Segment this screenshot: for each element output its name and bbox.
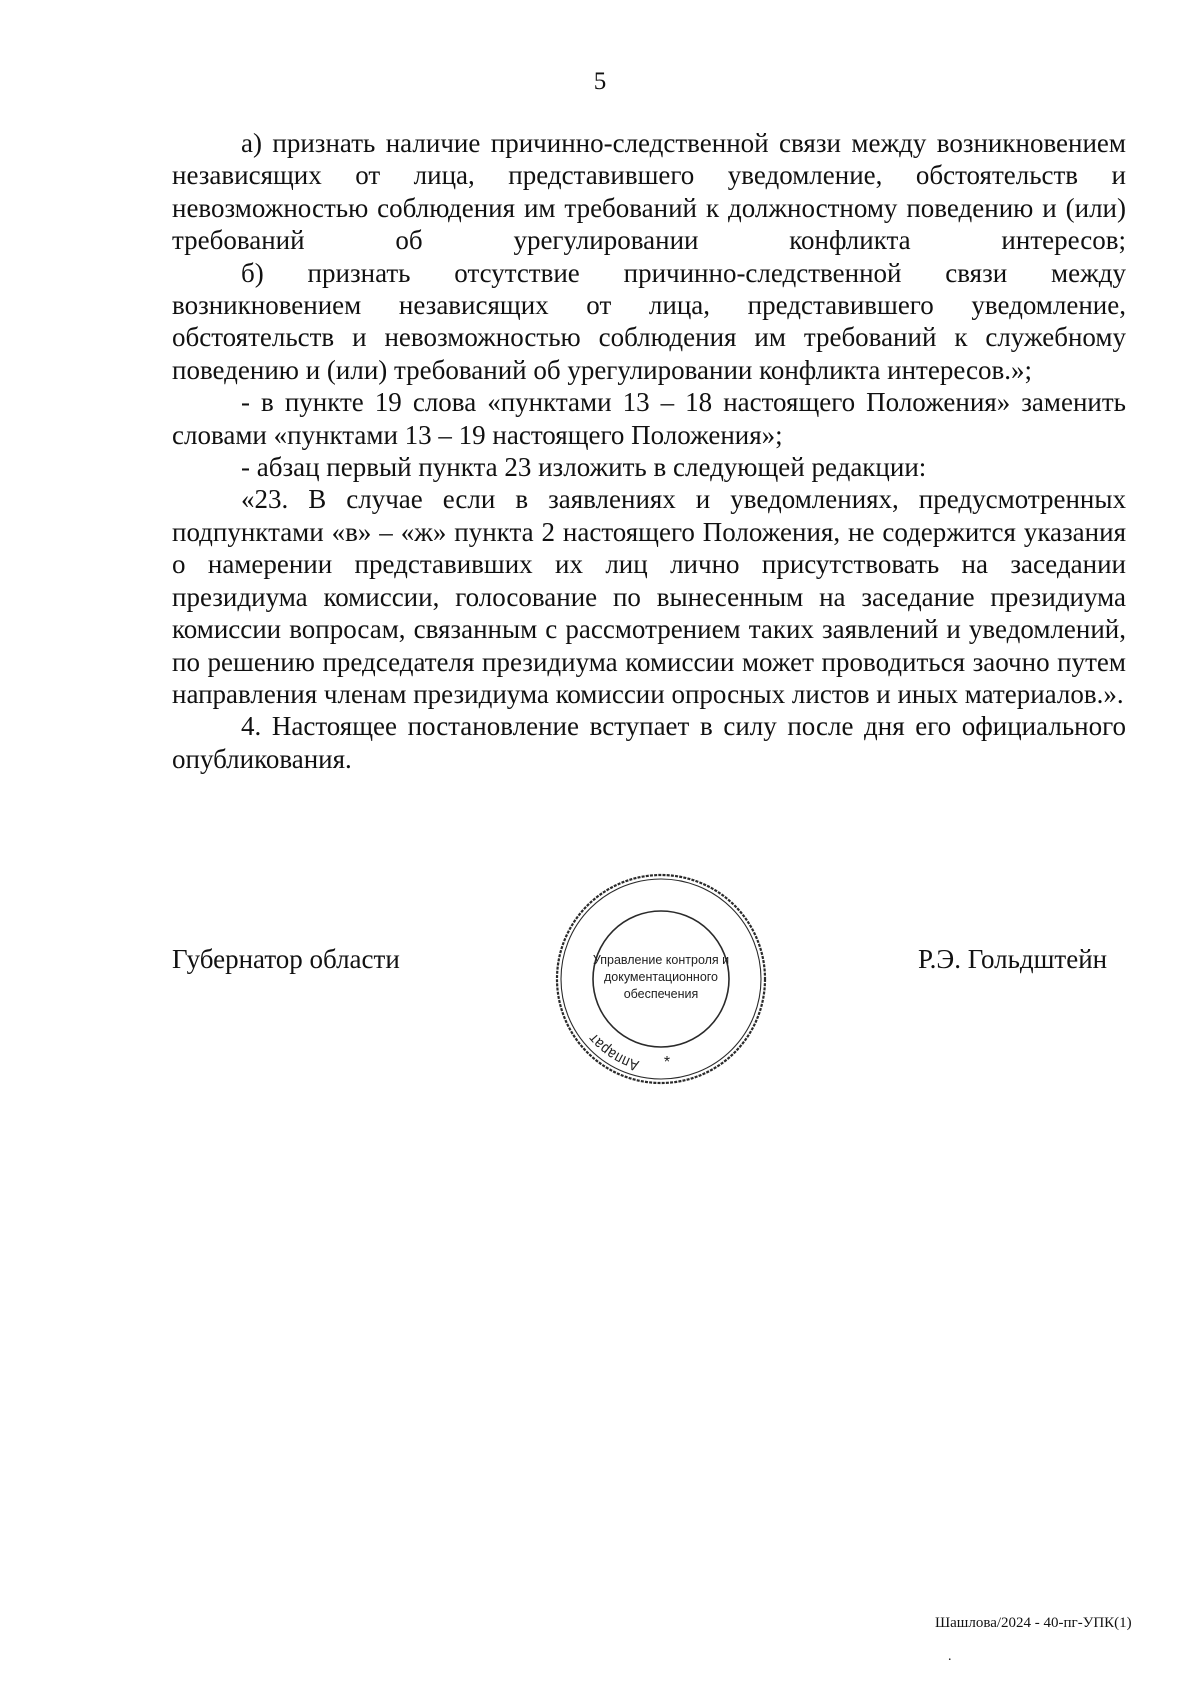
official-stamp [550,868,772,1090]
paragraph-point-19-amendment: - в пункте 19 слова «пунктами 13 – 18 настоящего Положения» заменить словами «пунктами 13 – 19 настоящего Положения»; [172,387,1126,450]
stamp-center-line-2: документационного [603,970,719,984]
document-registration-code: Шашлова/2024 - 40-пг-УПК(1) [935,1615,1132,1631]
paragraph-point-23-intro: - абзац первый пункта 23 изложить в следующей редакции: [241,452,927,483]
paragraph-entry-into-force: 4. Настоящее постановление вступает в силу после дня его официального опубликования. [172,711,1126,774]
paragraph-point-23-text: «23. В случае если в заявлениях и уведомлениях, предусмотренных подпунктами «в» – «ж» пункта 2 настоящего Положения, не содержится указания о намерении представивших их лиц лично присутствовать на заседании президиума комиссии, голосование по вынесенным на заседание президиума комиссии вопросам, связанным с рассмотрением таких заявлений и уведомлений, по решению председателя президиума комиссии может проводиться заочно путем направления членам президиума комиссии опросных листов и иных материалов.». [172,484,1126,709]
stamp-center-line-1: Управление контроля и [592,953,730,967]
signer-name: Р.Э. Гольдштейн [918,944,1108,974]
signer-position: Губернатор области [172,944,400,974]
stamp-center-line-3: обеспечения [623,987,699,1001]
stamp-star: * [663,1054,671,1071]
document-body [172,127,1126,775]
footer-mark: . [948,1649,952,1664]
stamp-ring-textpath: Аппарат [584,1029,641,1074]
paragraph-option-b: б) признать отсутствие причинно-следственной связи между возникновением независящих от лица, представившего уведомление, обстоятельств и невозможностью соблюдения им требований к служебному поведению и (или) требований об урегулировании конфликта интересов.»; [172,257,1126,385]
paragraph-option-a: а) признать наличие причинно-следственной связи между возникновением независящих от лица, представившего уведомление, обстоятельств и невозможностью соблюдения им требований к должностному поведению и (или) требований об урегулировании конфликта интересов; [172,128,1126,256]
page-number: 5 [593,68,607,95]
